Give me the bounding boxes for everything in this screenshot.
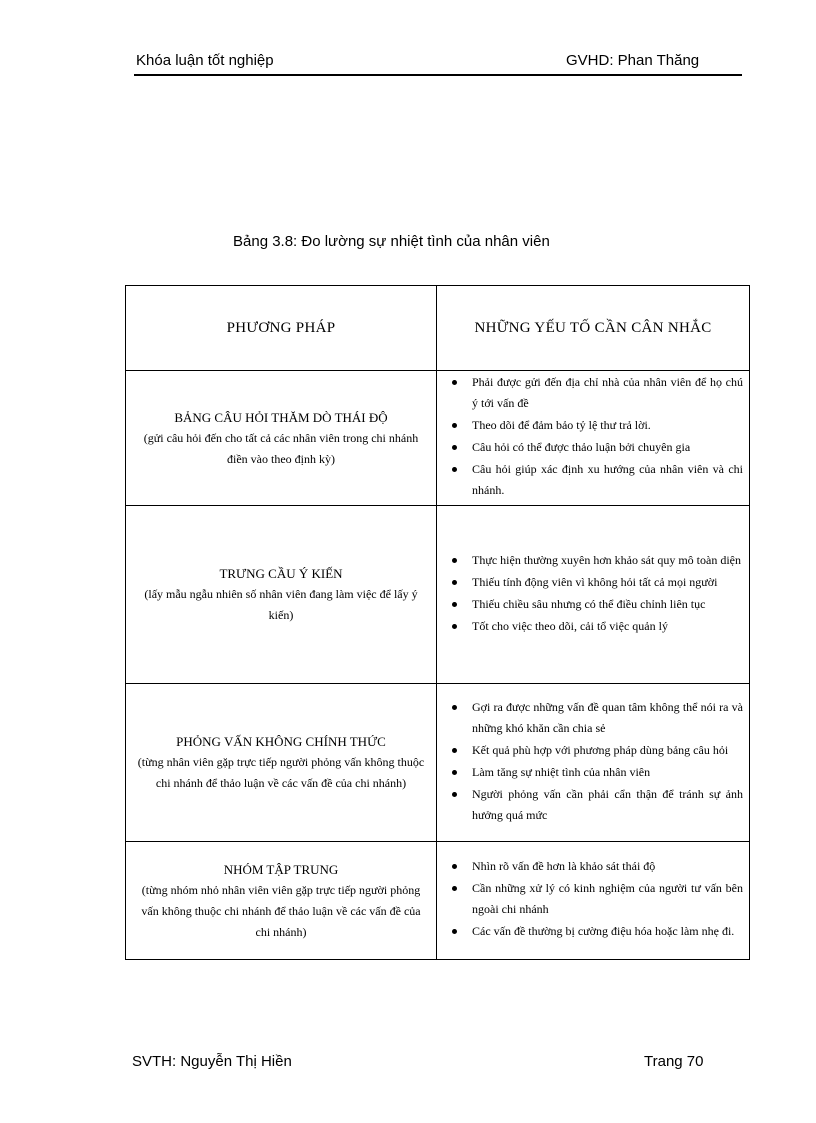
footer-student: SVTH: Nguyễn Thị Hiền: [132, 1053, 292, 1070]
factor-item: Cần những xử lý có kinh nghiệm của người tư vấn bên ngoài chi nhánh: [445, 878, 743, 920]
factor-item: Tốt cho việc theo dõi, cải tổ việc quản lý: [445, 616, 743, 637]
table-caption: Bảng 3.8: Đo lường sự nhiệt tình của nhân viên: [233, 233, 550, 250]
factor-item: Kết quả phù hợp với phương pháp dùng bảng câu hỏi: [445, 740, 743, 761]
table-row: [126, 371, 750, 506]
method-cell: [126, 684, 437, 842]
method-title: BẢNG CÂU HỎI THĂM DÒ THÁI ĐỘ: [174, 409, 388, 425]
factors-cell: [437, 684, 750, 842]
factor-item: Nhìn rõ vấn đề hơn là khảo sát thái độ: [445, 856, 743, 877]
method-description: (từng nhân viên gặp trực tiếp người phỏng vấn không thuộc chi nhánh để thảo luận về các vấn đề của chi nhánh): [137, 755, 425, 790]
factors-cell: [437, 371, 750, 506]
factor-item: Người phỏng vấn cần phải cẩn thận để tránh sự ảnh hưởng quá mức: [445, 784, 743, 826]
table-row: [126, 842, 750, 960]
method-title: NHÓM TẬP TRUNG: [223, 861, 339, 877]
factors-cell: [437, 842, 750, 960]
footer-page-number: Trang 70: [644, 1053, 704, 1070]
method-cell: [126, 842, 437, 960]
factor-item: Thiếu tính động viên vì không hỏi tất cả mọi người: [445, 572, 743, 593]
factor-item: Câu hỏi giúp xác định xu hướng của nhân viên và chi nhánh.: [445, 459, 743, 501]
method-cell: [126, 506, 437, 684]
factor-item: Gợi ra được những vấn đề quan tâm không thể nói ra và những khó khăn cần chia sẻ: [445, 697, 743, 739]
table-row: [126, 684, 750, 842]
enthusiasm-measurement-table: [125, 285, 750, 960]
header-divider: [134, 74, 742, 76]
header-thesis-title: Khóa luận tốt nghiệp: [136, 52, 274, 69]
table-row: [126, 506, 750, 684]
method-description: (gửi câu hỏi đến cho tất cả các nhân viên trong chi nhánh điền vào theo định kỳ): [143, 430, 419, 466]
method-description: (lấy mẫu ngẫu nhiên số nhân viên đang làm việc để lấy ý kiến): [144, 587, 418, 622]
factors-cell: [437, 506, 750, 684]
column-header-method: PHƯƠNG PHÁP: [126, 286, 437, 371]
factor-item: Theo dõi để đảm bảo tỷ lệ thư trả lời.: [445, 415, 743, 436]
table-header-row: [126, 286, 750, 371]
factor-item: Các vấn đề thường bị cường điệu hóa hoặc làm nhẹ đi.: [445, 921, 743, 942]
factor-item: Làm tăng sự nhiệt tình của nhân viên: [445, 762, 743, 783]
method-title: PHỎNG VẤN KHÔNG CHÍNH THỨC: [176, 734, 386, 749]
factor-item: Thiếu chiều sâu nhưng có thể điều chỉnh liên tục: [445, 594, 743, 615]
column-header-factors: NHỮNG YẾU TỐ CẦN CÂN NHẮC: [437, 286, 750, 371]
header-advisor: GVHD: Phan Thăng: [566, 52, 700, 69]
factor-item: Phải được gửi đến địa chỉ nhà của nhân viên để họ chú ý tới vấn đề: [445, 372, 743, 414]
factor-item: Câu hỏi có thể được thảo luận bởi chuyên gia: [445, 437, 743, 458]
method-title: TRƯNG CẦU Ý KIẾN: [219, 566, 343, 581]
method-description: (từng nhóm nhỏ nhân viên viên gặp trực tiếp người phỏng vấn không thuộc chi nhánh để thảo luận về các vấn đề của chi nhánh): [141, 882, 421, 939]
factor-item: Thực hiện thường xuyên hơn khảo sát quy mô toàn diện: [445, 550, 743, 571]
method-cell: [126, 371, 437, 506]
